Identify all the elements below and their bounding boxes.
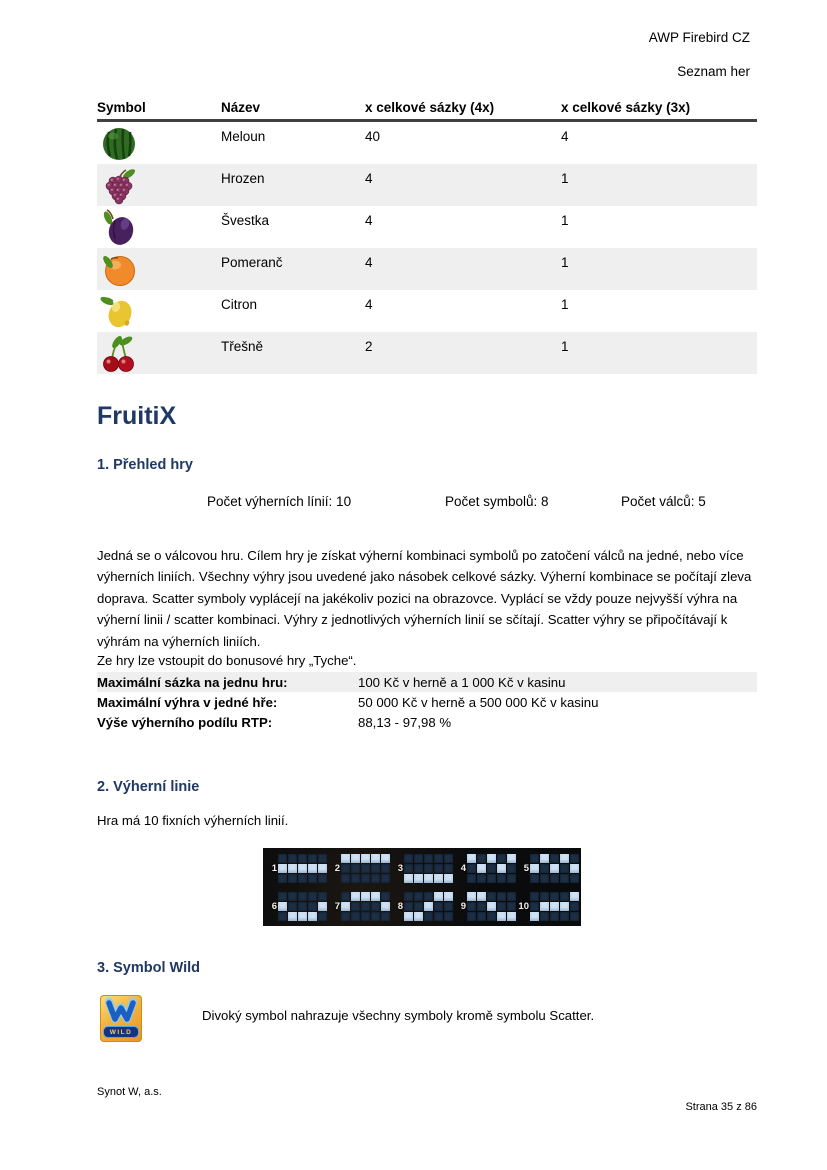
payout-4x: 2 xyxy=(365,339,373,354)
payline-cell xyxy=(298,892,307,901)
payline-cell xyxy=(414,912,423,921)
payline-cell xyxy=(434,902,443,911)
payline-cell xyxy=(467,864,476,873)
payline-cell xyxy=(381,874,390,883)
payline-cell xyxy=(560,912,569,921)
payline-cell xyxy=(467,874,476,883)
payline-cell xyxy=(404,874,413,883)
payline-cell xyxy=(530,892,539,901)
payline-cell xyxy=(530,854,539,863)
payline-8 xyxy=(392,890,453,922)
payline-cell xyxy=(351,864,360,873)
payline-cell xyxy=(530,864,539,873)
payline-cell xyxy=(487,902,496,911)
payline-cell xyxy=(361,854,370,863)
payline-cell xyxy=(560,892,569,901)
payline-cell xyxy=(444,902,453,911)
payline-cell xyxy=(467,902,476,911)
payline-cell xyxy=(318,864,327,873)
payline-cell xyxy=(361,874,370,883)
payline-cell xyxy=(371,902,380,911)
doc-header-title: AWP Firebird CZ xyxy=(648,30,750,45)
payline-cell xyxy=(487,864,496,873)
spec-row xyxy=(97,672,757,692)
payline-cell xyxy=(341,854,350,863)
payline-grid xyxy=(467,854,516,883)
spec-row xyxy=(97,692,757,712)
payline-cell xyxy=(530,912,539,921)
game-title: FruitiX xyxy=(97,402,177,430)
payline-cell xyxy=(477,854,486,863)
spec-value: 50 000 Kč v herně a 500 000 Kč v kasinu xyxy=(358,694,599,710)
payline-cell xyxy=(308,854,317,863)
payline-cell xyxy=(570,902,579,911)
payline-cell xyxy=(507,854,516,863)
payline-cell xyxy=(477,902,486,911)
payline-cell xyxy=(507,874,516,883)
payline-10 xyxy=(518,890,579,922)
payline-cell xyxy=(414,854,423,863)
paylines-text: Hra má 10 fixních výherních linií. xyxy=(97,813,289,828)
payline-cell xyxy=(361,892,370,901)
payline-cell xyxy=(288,854,297,863)
table-row xyxy=(97,290,757,332)
payline-cell xyxy=(560,864,569,873)
payout-4x: 4 xyxy=(365,171,373,186)
payline-cell xyxy=(351,892,360,901)
payline-cell xyxy=(318,874,327,883)
payline-cell xyxy=(424,912,433,921)
payline-cell xyxy=(434,874,443,883)
watermelon-icon xyxy=(97,122,221,164)
payline-grid xyxy=(530,892,579,921)
payline-cell xyxy=(507,892,516,901)
symbol-name: Citron xyxy=(221,297,258,312)
payline-cell xyxy=(404,892,413,901)
payout-4x: 4 xyxy=(365,255,373,270)
paytable-col-header: x celkové sázky (4x) xyxy=(365,100,495,115)
payline-cell xyxy=(497,902,506,911)
game-stats xyxy=(97,494,757,512)
payline-grid xyxy=(278,892,327,921)
payline-cell xyxy=(308,864,317,873)
payline-cell xyxy=(318,892,327,901)
wild-description: Divoký symbol nahrazuje všechny symboly kromě symbolu Scatter. xyxy=(202,1008,595,1023)
table-row xyxy=(97,122,757,164)
payline-cell xyxy=(371,874,380,883)
symbol-name: Meloun xyxy=(221,129,266,144)
payline-cell xyxy=(487,874,496,883)
payline-cell xyxy=(540,864,549,873)
payline-cell xyxy=(570,864,579,873)
payline-9 xyxy=(455,890,516,922)
table-row xyxy=(97,164,757,206)
payline-cell xyxy=(467,892,476,901)
payline-number: 1 xyxy=(271,862,277,874)
payline-cell xyxy=(371,854,380,863)
game-description: Jedná se o válcovou hru. Cílem hry je získat výherní kombinaci symbolů po zatočení válců na jedné, nebo více výherních liniích. Všechny výhry jsou uvedené jako násobek celkové sázky. Výherní kombinace se počítají zleva doprava. Scatter symboly vyplácejí na jakékoliv pozici na obrazovce. Vyplácí se vždy pouze nejvyšší výhra na výherní linii / scatter kombinaci. Výhry z jednotlivých výherních linií se sčítají. Scatter výhry se připočítávají k výhrám na výherních liniích. xyxy=(97,548,752,649)
payline-number: 5 xyxy=(523,862,529,874)
payline-cell xyxy=(444,864,453,873)
payline-cell xyxy=(477,892,486,901)
paytable-col-header: x celkové sázky (3x) xyxy=(561,100,691,115)
payline-cell xyxy=(341,874,350,883)
symbol-name: Hrozen xyxy=(221,171,265,186)
payline-cell xyxy=(497,892,506,901)
payline-cell xyxy=(560,874,569,883)
payline-7 xyxy=(329,890,390,922)
payline-cell xyxy=(381,902,390,911)
payline-cell xyxy=(550,892,559,901)
payline-6 xyxy=(266,890,327,922)
payline-cell xyxy=(507,902,516,911)
payline-cell xyxy=(550,874,559,883)
payline-cell xyxy=(298,864,307,873)
payline-cell xyxy=(540,902,549,911)
payline-grid xyxy=(341,854,390,883)
payline-cell xyxy=(434,854,443,863)
payline-grid xyxy=(530,854,579,883)
payline-cell xyxy=(404,864,413,873)
paylines-image xyxy=(263,848,581,926)
payout-3x: 4 xyxy=(561,129,569,144)
payline-cell xyxy=(351,902,360,911)
payline-cell xyxy=(288,864,297,873)
payline-cell xyxy=(278,854,287,863)
payline-cell xyxy=(361,864,370,873)
payline-number: 9 xyxy=(460,900,466,912)
payline-number: 2 xyxy=(334,862,340,874)
payline-cell xyxy=(444,874,453,883)
payline-cell xyxy=(540,854,549,863)
payline-4 xyxy=(455,852,516,884)
payline-cell xyxy=(444,912,453,921)
spec-table xyxy=(97,672,757,732)
payline-number: 10 xyxy=(518,900,529,912)
symbol-name: Švestka xyxy=(221,213,270,228)
payline-cell xyxy=(278,864,287,873)
wild-w-glyph xyxy=(103,998,139,1024)
payline-cell xyxy=(434,912,443,921)
payline-cell xyxy=(414,864,423,873)
paytable-col-header: Název xyxy=(221,100,261,115)
payline-cell xyxy=(550,864,559,873)
payline-grid xyxy=(341,892,390,921)
section1-heading: 1. Přehled hry xyxy=(97,457,193,473)
payline-cell xyxy=(318,912,327,921)
payline-cell xyxy=(308,902,317,911)
payline-cell xyxy=(550,902,559,911)
payout-4x: 4 xyxy=(365,297,373,312)
payline-cell xyxy=(467,912,476,921)
payline-grid xyxy=(467,892,516,921)
payline-cell xyxy=(434,864,443,873)
payline-cell xyxy=(381,892,390,901)
section2-heading: 2. Výherní linie xyxy=(97,779,200,795)
payline-cell xyxy=(351,874,360,883)
payline-cell xyxy=(507,912,516,921)
payline-cell xyxy=(361,902,370,911)
lemon-icon xyxy=(97,290,221,332)
payline-cell xyxy=(414,892,423,901)
spec-label: Maximální výhra v jedné hře: xyxy=(97,694,278,710)
payline-cell xyxy=(288,874,297,883)
payline-cell xyxy=(278,874,287,883)
paytable-col-header: Symbol xyxy=(97,100,146,115)
payline-cell xyxy=(308,912,317,921)
payline-cell xyxy=(444,854,453,863)
payline-grid xyxy=(278,854,327,883)
payline-cell xyxy=(298,902,307,911)
payline-cell xyxy=(560,902,569,911)
payline-2 xyxy=(329,852,390,884)
payline-cell xyxy=(288,912,297,921)
payout-4x: 4 xyxy=(365,213,373,228)
payline-cell xyxy=(414,874,423,883)
payline-cell xyxy=(424,892,433,901)
payline-cell xyxy=(371,864,380,873)
payline-cell xyxy=(298,874,307,883)
payline-cell xyxy=(570,854,579,863)
payout-3x: 1 xyxy=(561,339,569,354)
footer-company: Synot W, a.s. xyxy=(97,1086,162,1098)
payline-cell xyxy=(414,902,423,911)
table-row xyxy=(97,248,757,290)
orange-icon xyxy=(97,248,221,290)
payline-cell xyxy=(278,912,287,921)
payline-cell xyxy=(404,902,413,911)
payout-3x: 1 xyxy=(561,255,569,270)
footer-page-number: Strana 35 z 86 xyxy=(685,1101,757,1113)
payline-cell xyxy=(570,874,579,883)
payline-cell xyxy=(424,874,433,883)
payline-cell xyxy=(341,892,350,901)
payline-cell xyxy=(507,864,516,873)
payout-3x: 1 xyxy=(561,297,569,312)
paytable xyxy=(97,100,757,374)
payout-3x: 1 xyxy=(561,213,569,228)
payline-cell xyxy=(278,892,287,901)
payline-cell xyxy=(550,854,559,863)
grapes-icon xyxy=(97,164,221,206)
payline-cell xyxy=(444,892,453,901)
payline-cell xyxy=(497,864,506,873)
payline-cell xyxy=(530,902,539,911)
bonus-note: Ze hry lze vstoupit do bonusové hry „Tyche“. xyxy=(97,653,357,668)
spec-label: Maximální sázka na jednu hru: xyxy=(97,674,288,690)
payline-cell xyxy=(351,912,360,921)
payline-cell xyxy=(288,902,297,911)
payout-3x: 1 xyxy=(561,171,569,186)
section3-heading: 3. Symbol Wild xyxy=(97,960,200,976)
payline-number: 4 xyxy=(460,862,466,874)
payline-3 xyxy=(392,852,453,884)
payline-grid xyxy=(404,854,453,883)
payline-cell xyxy=(540,892,549,901)
payline-cell xyxy=(487,892,496,901)
symbol-name: Třešně xyxy=(221,339,264,354)
stat-reels: Počet válců: 5 xyxy=(621,494,706,509)
payline-cell xyxy=(404,912,413,921)
payline-cell xyxy=(361,912,370,921)
wild-symbol-icon xyxy=(100,995,142,1042)
payline-cell xyxy=(434,892,443,901)
payline-cell xyxy=(381,854,390,863)
payline-cell xyxy=(570,892,579,901)
payline-cell xyxy=(487,854,496,863)
payline-cell xyxy=(560,854,569,863)
payline-cell xyxy=(288,892,297,901)
payline-cell xyxy=(298,854,307,863)
payout-4x: 40 xyxy=(365,129,381,144)
payline-5 xyxy=(518,852,579,884)
payline-cell xyxy=(540,912,549,921)
payline-cell xyxy=(381,864,390,873)
plum-icon xyxy=(97,206,221,248)
payline-cell xyxy=(318,854,327,863)
payline-number: 8 xyxy=(397,900,403,912)
payline-cell xyxy=(540,874,549,883)
payline-cell xyxy=(467,854,476,863)
payline-cell xyxy=(497,912,506,921)
payline-cell xyxy=(404,854,413,863)
payline-cell xyxy=(477,874,486,883)
payline-cell xyxy=(318,902,327,911)
payline-cell xyxy=(381,912,390,921)
payline-cell xyxy=(424,854,433,863)
payline-cell xyxy=(497,854,506,863)
payline-cell xyxy=(424,902,433,911)
payline-number: 6 xyxy=(271,900,277,912)
payline-cell xyxy=(550,912,559,921)
payline-cell xyxy=(341,912,350,921)
paytable-body xyxy=(97,122,757,374)
wild-label: WILD xyxy=(103,1026,139,1038)
cherries-icon xyxy=(97,332,221,374)
payline-cell xyxy=(351,854,360,863)
payline-cell xyxy=(341,902,350,911)
payline-cell xyxy=(298,912,307,921)
paytable-header xyxy=(97,100,757,122)
payline-cell xyxy=(371,892,380,901)
doc-header-subtitle: Seznam her xyxy=(677,64,750,79)
table-row xyxy=(97,206,757,248)
payline-cell xyxy=(530,874,539,883)
spec-value: 100 Kč v herně a 1 000 Kč v kasinu xyxy=(358,674,566,690)
payline-cell xyxy=(477,864,486,873)
payline-cell xyxy=(371,912,380,921)
payline-cell xyxy=(308,892,317,901)
spec-label: Výše výherního podílu RTP: xyxy=(97,714,273,730)
payline-cell xyxy=(477,912,486,921)
payline-1 xyxy=(266,852,327,884)
payline-cell xyxy=(341,864,350,873)
payline-number: 7 xyxy=(334,900,340,912)
payline-cell xyxy=(278,902,287,911)
stat-paylines: Počet výherních línií: 10 xyxy=(207,494,352,509)
spec-row xyxy=(97,712,757,732)
spec-value: 88,13 - 97,98 % xyxy=(358,714,452,730)
payline-cell xyxy=(424,864,433,873)
payline-number: 3 xyxy=(397,862,403,874)
symbol-name: Pomeranč xyxy=(221,255,283,270)
payline-cell xyxy=(487,912,496,921)
payline-cell xyxy=(497,874,506,883)
stat-symbols: Počet symbolů: 8 xyxy=(445,494,549,509)
payline-grid xyxy=(404,892,453,921)
table-row xyxy=(97,332,757,374)
payline-cell xyxy=(570,912,579,921)
payline-cell xyxy=(308,874,317,883)
